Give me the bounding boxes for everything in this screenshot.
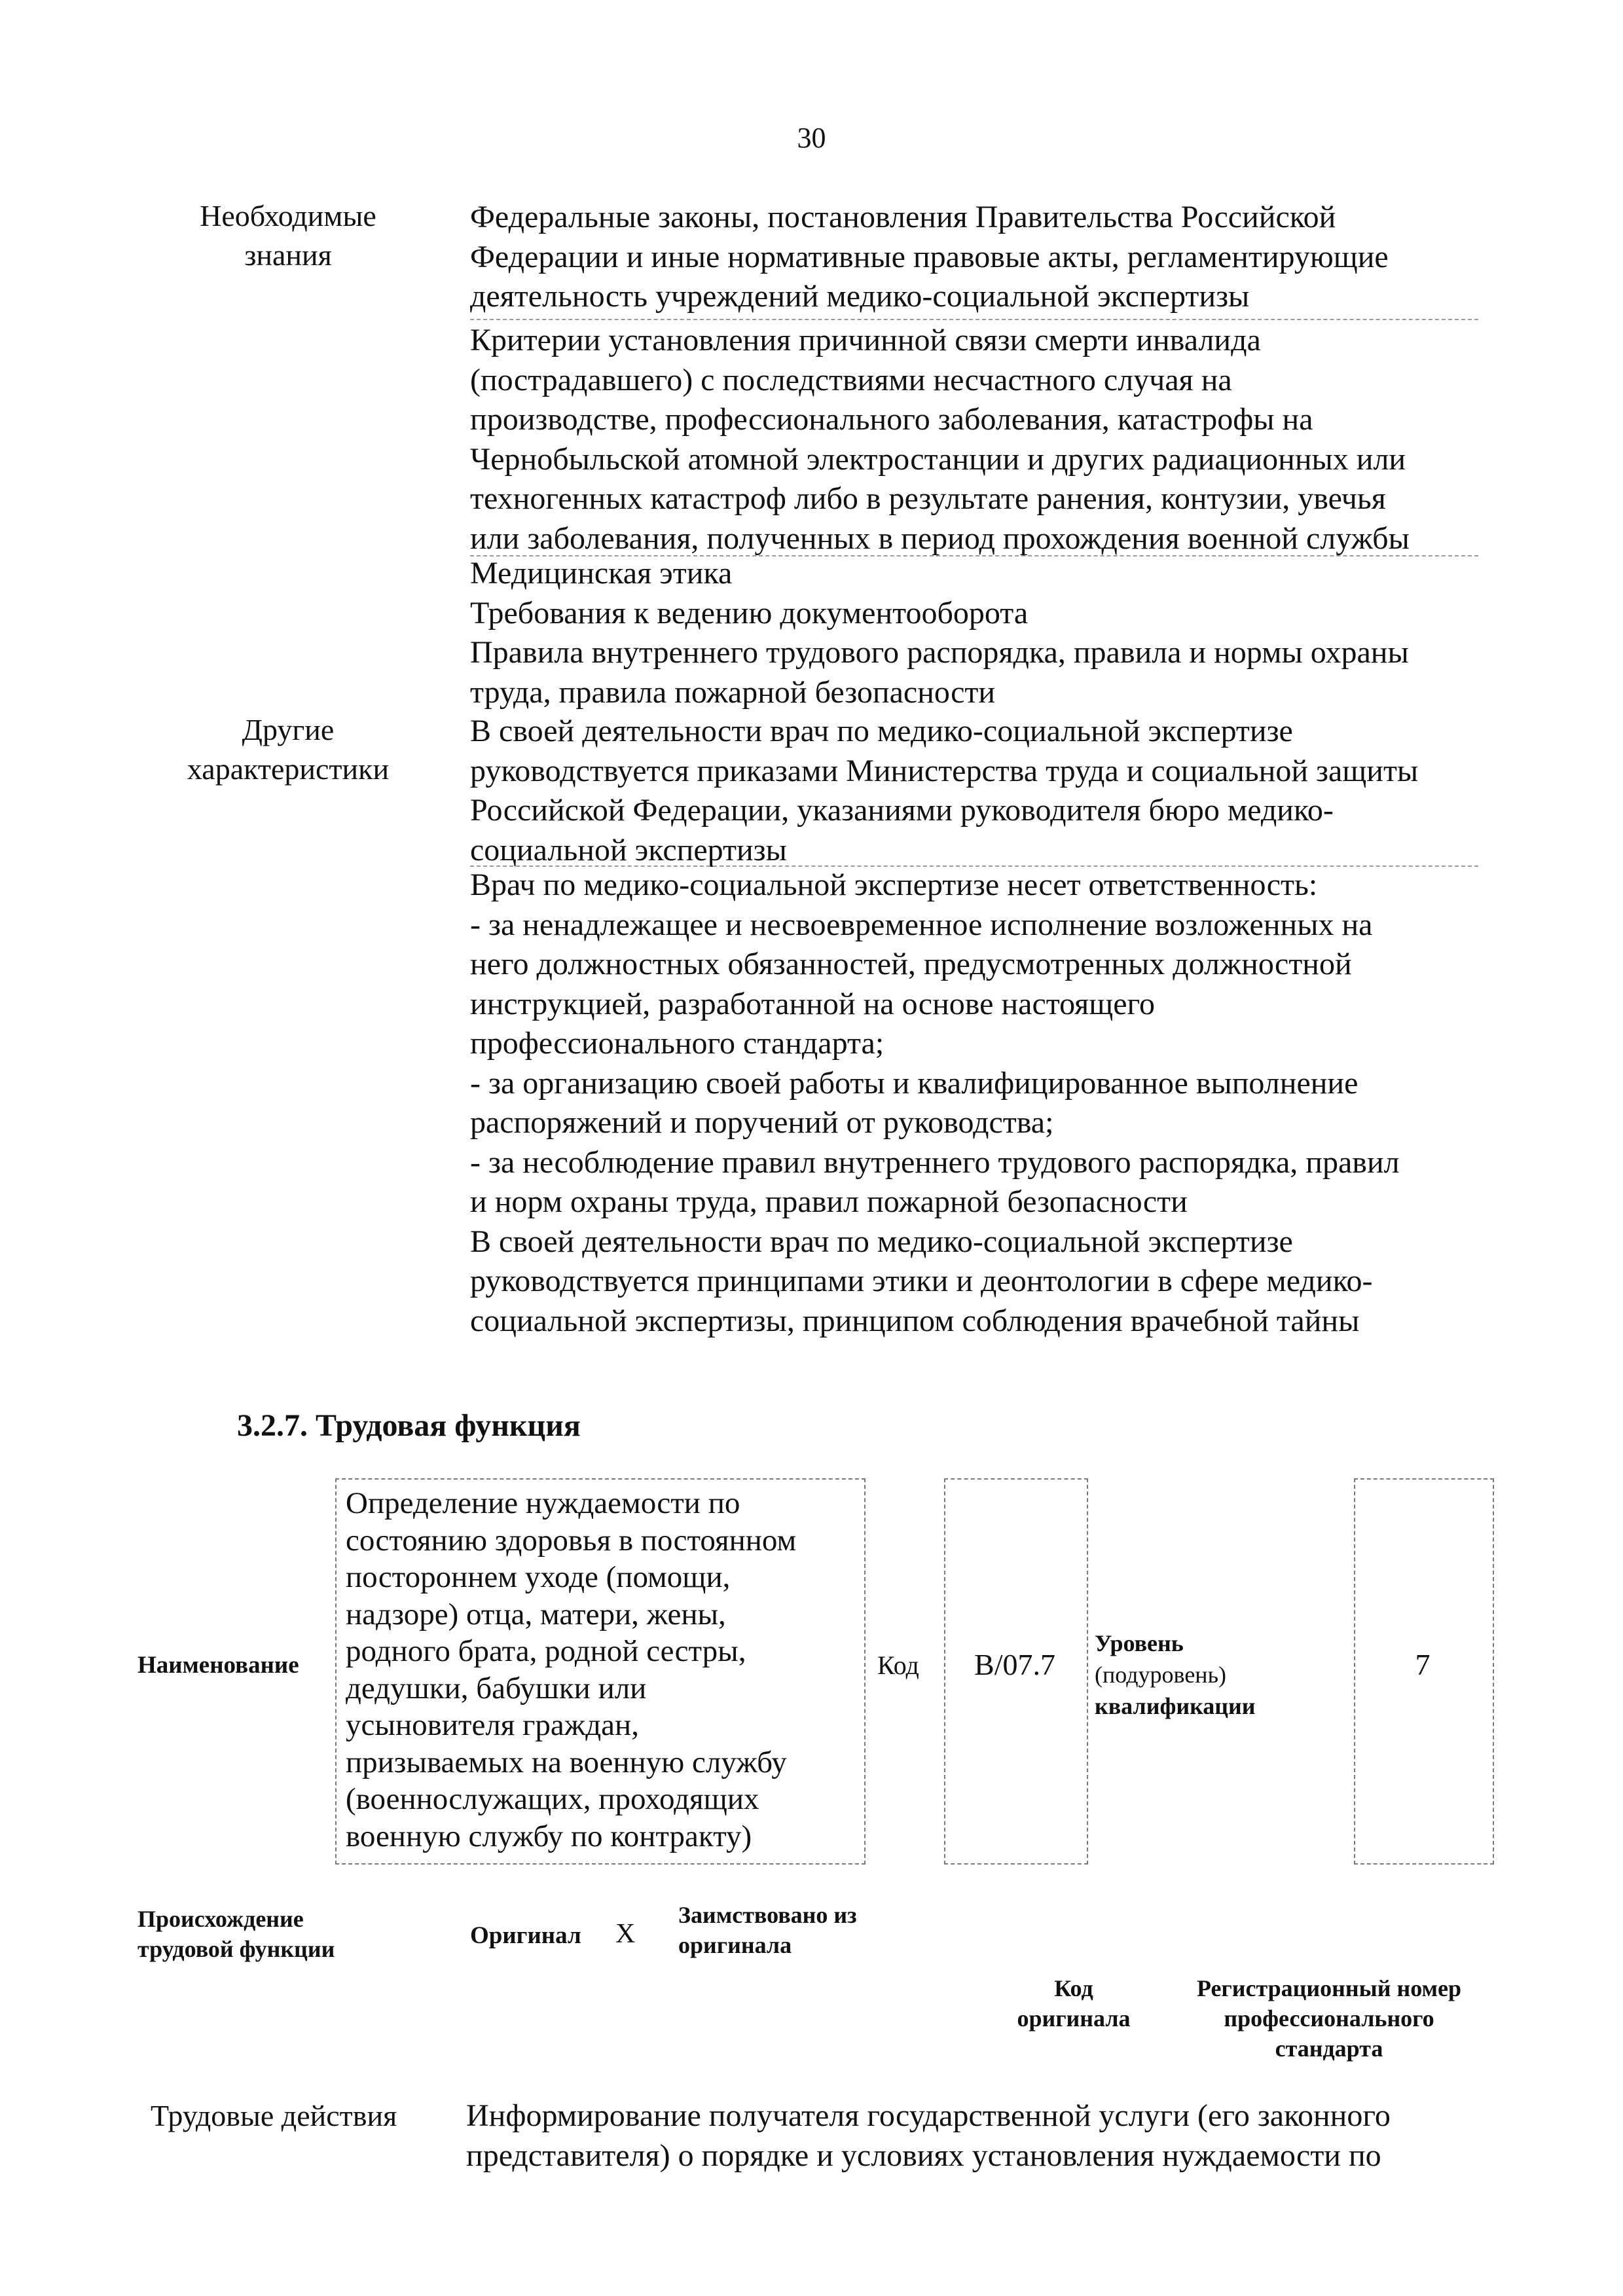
level-label-line: Уровень [1095,1630,1184,1656]
text-line: Федеральные законы, постановления Правительства Российской [470,200,1336,234]
row-divider [470,319,1478,320]
text-line: Российской Федерации, указаниями руководителя бюро медико- [470,793,1334,828]
section-heading: 3.2.7. Трудовая функция [237,1408,581,1443]
text-line: - за несоблюдение правил внутреннего трудового распорядка, правил [470,1144,1400,1180]
text-line: инструкцией, разработанной на основе настоящего [470,986,1156,1021]
code-original [982,1973,1165,2033]
reg-number-line: Регистрационный номер [1196,1975,1462,2001]
text-line: Федерации и иные нормативные правовые акты, регламентирующие [470,239,1389,274]
text-line: надзоре) отца, матери, жены, [346,1597,726,1631]
text-line: или заболевания, полученных в период прохождения военной службы [470,520,1410,556]
text-line: него должностных обязанностей, предусмотренных должностной [470,947,1352,981]
text-line: руководствуется приказами Министерства труда и социальной защиты [470,753,1419,788]
text-line: усыновителя граждан, [346,1708,639,1742]
page-number: 30 [797,122,826,154]
reg-number-line: стандарта [1275,2035,1383,2062]
actions-label: Трудовые действия [151,2099,397,2132]
text-line: В своей деятельности врач по медико-социальной экспертизе [470,714,1293,748]
other-group-1 [470,712,1418,870]
other-label-line: Другие [242,713,335,746]
text-line: призываемых на военную службу [346,1745,787,1779]
text-line: Правила внутреннего трудового распорядка, правила и нормы охраны [470,635,1409,670]
text-line: распоряжений и поручений от руководства; [470,1105,1054,1140]
text-line: Врач по медико-социальной экспертизе несет ответственность: [470,867,1318,902]
origin-original: Оригинал [470,1922,581,1949]
origin-borrowed-line: Заимствовано из [678,1902,857,1928]
text-line: Медицинская этика [470,556,733,591]
name-value [346,1485,796,1855]
text-line: деятельность учреждений медико-социальной экспертизы [470,279,1250,314]
text-line: труда, правила пожарной безопасности [470,674,996,710]
other-label [151,710,426,789]
text-line: военную службу по контракту) [346,1819,752,1853]
text-line: (военнослужащих, проходящих [346,1782,759,1816]
origin-label-line: трудовой функции [137,1936,335,1962]
actions-text [466,2096,1391,2176]
text-line: (пострадавшего) с последствиями несчастного случая на [470,362,1232,397]
text-line: состоянию здоровья в постоянном [346,1523,797,1558]
knowledge-group-2 [470,321,1410,558]
reg-number [1165,1973,1493,2064]
code-original-line: оригинала [1017,2005,1131,2032]
text-line: - за ненадлежащее и несвоевременное исполнение возложенных на [470,907,1373,942]
text-line: представителя) о порядке и условиях установления нуждаемости по [466,2138,1381,2173]
knowledge-label-line: Необходимые [200,199,376,232]
text-line: постороннем уходе (помощи, [346,1560,731,1594]
origin-borrowed-line: оригинала [678,1932,792,1958]
text-line: и норм охраны труда, правил пожарной безопасности [470,1184,1188,1219]
code-value: B/07.7 [974,1648,1055,1681]
level-label [1095,1628,1291,1722]
text-line: Чернобыльской атомной электростанции и других радиационных или [470,441,1406,477]
knowledge-group-1 [470,198,1389,317]
reg-number-line: профессионального [1224,2005,1434,2032]
level-value: 7 [1415,1648,1431,1681]
level-label-line: (подуровень) [1095,1662,1226,1688]
knowledge-label-line: знания [244,238,332,272]
text-line: Требования к ведению документооборота [470,595,1029,630]
origin-borrowed [678,1900,857,1960]
other-label-line: характеристики [187,752,390,786]
text-line: В своей деятельности врач по медико-социальной экспертизе [470,1224,1293,1259]
code-original-line: Код [1054,1975,1093,2001]
text-line: техногенных катастроф либо в результате ранения, контузии, увечья [470,481,1386,516]
code-label: Код [877,1650,919,1680]
origin-label [137,1904,439,1964]
knowledge-group-3 [470,554,1409,712]
text-line: дедушки, бабушки или [346,1671,647,1705]
origin-mark: X [615,1919,636,1949]
other-group-2 [470,866,1400,1341]
text-line: руководствуется принципами этики и деонтологии в сфере медико- [470,1264,1373,1298]
text-line: Критерии установления причинной связи смерти инвалида [470,323,1261,357]
text-line: Определение нуждаемости по [346,1486,740,1520]
text-line: профессионального стандарта; [470,1026,884,1061]
text-line: социальной экспертизы, принципом соблюдения врачебной тайны [470,1303,1360,1338]
level-label-line: квалификации [1095,1693,1256,1719]
origin-label-line: Происхождение [137,1906,304,1932]
text-line: Информирование получателя государственной услуги (его законного [466,2098,1391,2133]
text-line: социальной экспертизы [470,832,787,867]
knowledge-label [151,196,426,275]
text-line: родного брата, родной сестры, [346,1634,746,1668]
name-label: Наименование [137,1652,299,1679]
text-line: производстве, профессионального заболевания, катастрофы на [470,402,1313,437]
text-line: - за организацию своей работы и квалифицированное выполнение [470,1065,1359,1101]
